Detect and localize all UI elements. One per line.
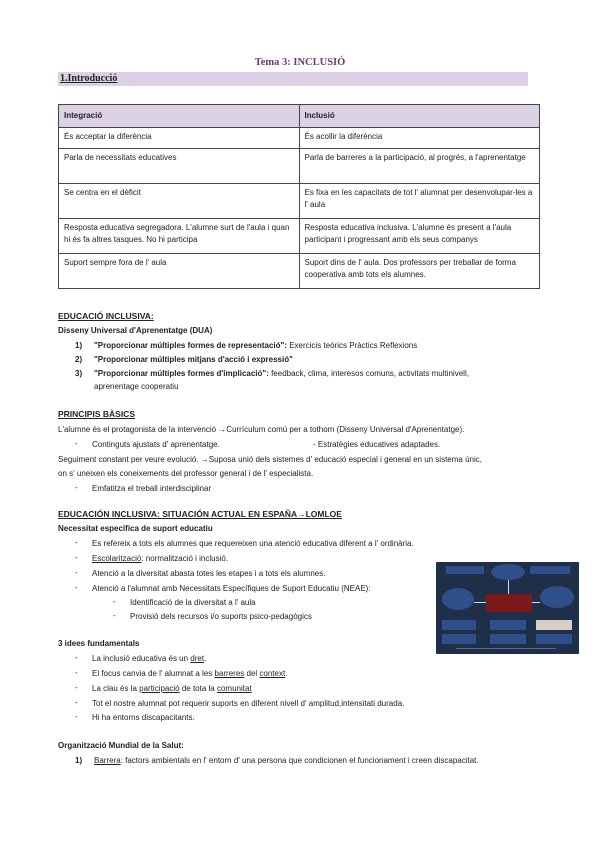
diagram-oval <box>491 564 525 580</box>
oms-heading: Organització Mundial de la Salut: <box>58 741 184 750</box>
diagram-box <box>536 620 572 630</box>
section-heading: 1.Introducció <box>60 73 118 84</box>
diagram-box <box>446 566 484 574</box>
bullet-dash: - <box>75 439 78 448</box>
table-cell: Es fixa en les capacitats de tot l' alumnat per desenvolupar-les a l' aula <box>299 184 540 219</box>
list-item: Continguts ajustats d' aprenentatge. <box>92 440 220 449</box>
diagram-box <box>490 620 526 630</box>
table-cell: Parla de necessitats educatives <box>59 149 300 184</box>
bullet-dash: - <box>75 568 78 577</box>
table-header: Inclusió <box>299 105 540 128</box>
bullet-dash: - <box>75 698 78 707</box>
diagram-footer-line <box>456 648 556 649</box>
table-header: Integració <box>59 105 300 128</box>
paragraph: Seguiment constant per veure evolució. →Suposa unió dels sistemes d' educació especial i general en un sistema únic, <box>58 455 482 464</box>
diagram-connector <box>508 580 509 594</box>
table-cell: Resposta educativa segregadora. L'alumne surt de l'aula i quan hi és fa altres tasques. No hi participa <box>59 219 300 254</box>
diagram-box <box>536 634 572 644</box>
bullet-dash: - <box>75 683 78 692</box>
list-item: La clau és la participació de tota la comunitat <box>92 684 252 693</box>
idees-heading: 3 idees fundamentals <box>58 639 140 648</box>
section-heading-bar <box>58 72 528 86</box>
diagram-box <box>530 566 570 574</box>
dua-heading: Disseny Universal d'Aprenentatge (DUA) <box>58 326 213 335</box>
list-item: Atenció a l'alumnat amb Necessitats Específiques de Suport Educatiu (NEAE): <box>92 584 371 593</box>
bullet-dash: - <box>113 611 116 620</box>
table-cell: Suport dins de l' aula. Dos professors per treballar de forma cooperativa amb tots els alumnes. <box>299 254 540 289</box>
diagram-box <box>442 634 476 644</box>
table-row <box>59 219 540 254</box>
bullet-dash: - <box>75 668 78 677</box>
comparison-table <box>58 104 540 289</box>
list-item: Hi ha entorns discapacitants. <box>92 713 195 722</box>
table-row <box>59 128 540 149</box>
list-item: Provisió dels recursos i/o suports psico-pedagògics <box>130 612 312 621</box>
list-item: "Proporcionar múltiples formes de representació": Exercicis teòrics Pràctics Reflexions <box>94 341 418 350</box>
table-cell: És acollir la diferència <box>299 128 540 149</box>
list-item: "Proporcionar múltiples formes d'implicació": feedback, clima, interesos comuns, activitats multinivell, <box>94 369 469 378</box>
list-item: 2) <box>75 355 83 364</box>
bullet-dash: - <box>75 583 78 592</box>
table-row <box>59 149 540 184</box>
list-item: 3) <box>75 369 83 378</box>
list-item: La inclusió educativa és un dret. <box>92 654 207 663</box>
table-row <box>59 184 540 219</box>
list-item: - Estratègies educatives adaptades. <box>313 440 441 449</box>
list-item: "Proporcionar múltiples mitjans d'acció i expressió" <box>94 355 293 364</box>
table-cell: Parla de barreres a la participació, al progrés, a l'aprenentatge <box>299 149 540 184</box>
edu-inclusiva-heading: EDUCACIÓ INCLUSIVA: <box>58 311 154 321</box>
table-cell: És acceptar la diferència <box>59 128 300 149</box>
table-cell: Suport sempre fora de l' aula <box>59 254 300 289</box>
paragraph: L'alumne és el protagonista de la intervenció →Currículum comú per a tothom (Disseny Universal d'Aprenentatge). <box>58 425 465 434</box>
bullet-dash: - <box>113 597 116 606</box>
diagram-box <box>490 634 526 644</box>
situacio-subheading: Necessitat específica de suport educatiu <box>58 524 213 533</box>
bullet-dash: - <box>75 712 78 721</box>
diagram-box <box>442 620 476 630</box>
bullet-dash: - <box>75 483 78 492</box>
diagram-center-box <box>486 594 532 612</box>
list-item: 1) <box>75 341 83 350</box>
list-item: Barrera: factors ambientals en l' entorn d' una persona que condicionen el funcionament i creen discapacitat. <box>94 756 479 765</box>
bullet-dash: - <box>75 553 78 562</box>
list-item: El focus canvia de l' alumnat a les barreres del context. <box>92 669 288 678</box>
list-item: Es refereix a tots els alumnes que requereixen una atenció educativa diferent a l' ordinària. <box>92 539 414 548</box>
list-item: aprenentage cooperatiu <box>94 382 179 391</box>
list-item: Identificació de la diversitat a l' aula <box>130 598 256 607</box>
paragraph: on s' uneixen els coneixements del professor general i de l' especialista. <box>58 469 314 478</box>
table-row <box>59 254 540 289</box>
list-item: Atenció a la diversitat abasta totes les etapes i a tots els alumnes. <box>92 569 326 578</box>
diagram-oval <box>442 588 474 610</box>
diagram-connector <box>474 602 486 603</box>
list-item: Emfatitza el treball interdisciplinar <box>92 484 212 493</box>
situacio-heading: EDUCACIÓN INCLUSIVA: SITUACIÓN ACTUAL EN ESPAÑA→LOMLOE <box>58 509 342 519</box>
list-number: 1) <box>75 756 83 765</box>
principis-heading: PRINCIPIS BÀSICS <box>58 409 135 419</box>
diagram-oval <box>540 586 574 608</box>
list-item: Tot el nostre alumnat pot requerir suports en diferent nivell d' amplitud,intensitati durada. <box>92 699 405 708</box>
diagram-connector <box>532 602 540 603</box>
table-cell: Resposta educativa inclusiva. L'alumne és present a l'aula participant i progressant amb els seus companys <box>299 219 540 254</box>
page-title: Tema 3: INCLUSIÓ <box>254 57 346 68</box>
bullet-dash: - <box>75 538 78 547</box>
list-item: Escolarització: normalització i inclusió. <box>92 554 229 563</box>
table-cell: Se centra en el dèficit <box>59 184 300 219</box>
neae-diagram-image <box>436 562 579 654</box>
bullet-dash: - <box>75 653 78 662</box>
